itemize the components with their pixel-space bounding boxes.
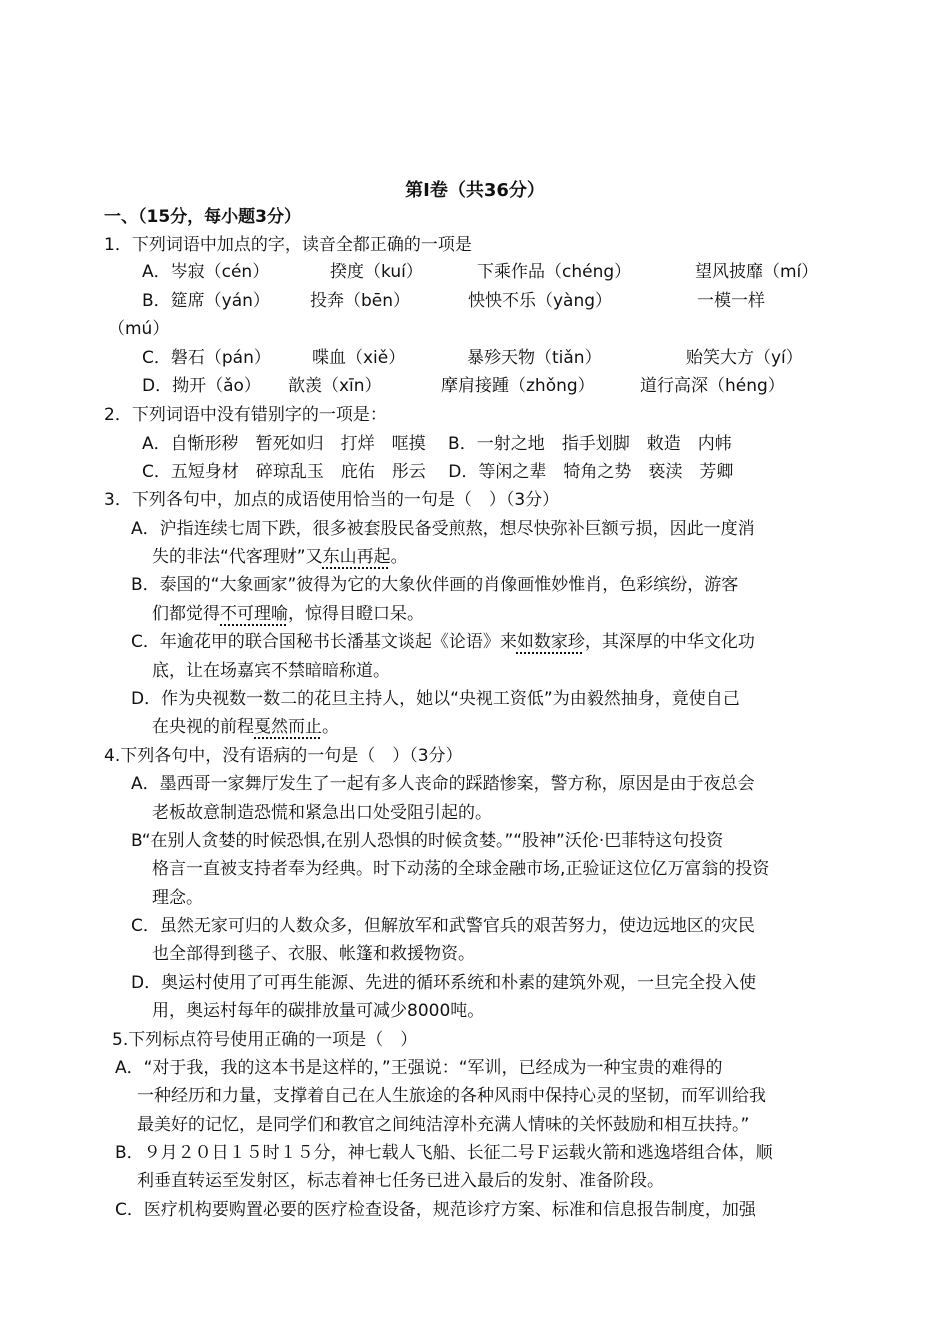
q4-option-d: D．奥运村使用了可再生能源、先进的循环系统和朴素的建筑外观，一旦完全投入使 xyxy=(131,973,757,993)
part-heading: 一、（15分，每小题3分） xyxy=(104,207,301,227)
q3-c-dotted-idiom: 如数家珍 xyxy=(516,632,585,652)
q2-options-row: C．五短身材 碎琼乱玉 庇佑 彤云 D．等闲之辈 犄角之势 亵渎 芳卿 xyxy=(142,462,734,482)
q5-option-a-cont: 一种经历和力量，支撑着自己在人生旅途的各种风雨中保持心灵的坚韧，而军训给我 xyxy=(137,1086,766,1106)
q3-a-text: 失的非法“代客理财”又 xyxy=(152,547,323,567)
q3-c-text: ，其深厚的中华文化功 xyxy=(584,632,755,652)
q1-c-item: 暴殄天物（tiǎn） xyxy=(467,348,602,368)
q1-d-item: 歆羡（xīn） xyxy=(288,376,382,396)
q3-d-text: 。 xyxy=(322,717,339,737)
q5-option-b: B．９月２０日１５时１５分，神七载人飞船、长征二号Ｆ运载火箭和逃逸塔组合体，顺 xyxy=(115,1143,773,1163)
q3-b-text: 们都觉得 xyxy=(152,604,220,624)
q1-b-item: B．筵席（yán） xyxy=(142,291,270,311)
q5-option-a-cont: 最美好的记忆，是同学们和教官之间纯洁淳朴充满人情味的关怀鼓励和相互扶持。” xyxy=(137,1115,750,1135)
q1-c-item: 贻笑大方（yí） xyxy=(686,348,803,368)
q1-stem: 1．下列词语中加点的字，读音全都正确的一项是 xyxy=(104,235,472,255)
q3-b-dotted-idiom: 不可理喻 xyxy=(220,604,288,624)
q3-d-dotted-idiom: 戛然而止 xyxy=(254,717,322,737)
q2-options-row: A．自惭形秽 暂死如归 打烊 哐摸 B．一射之地 指手划脚 敕造 内帏 xyxy=(142,434,732,454)
q4-stem: 4.下列各句中，没有语病的一句是（ ）（3分） xyxy=(104,746,463,766)
q1-b-wrap: （mú） xyxy=(108,319,170,339)
q3-option-c-cont: 底，让在场嘉宾不禁暗暗称道。 xyxy=(152,661,390,681)
q3-b-text: ，惊得目瞪口呆。 xyxy=(288,604,424,624)
q3-option-c xyxy=(131,630,755,654)
q5-option-b-cont: 利垂直转运至发射区，标志着神七任务已进入最后的发射、准备阶段。 xyxy=(137,1171,664,1191)
q5-option-c: C．医疗机构要购置必要的医疗检查设备，规范诊疗方案、标准和信息报告制度，加强 xyxy=(115,1200,756,1220)
q1-b-item: 一模一样 xyxy=(697,291,765,311)
q5-stem: 5.下列标点符号使用正确的一项是（ ） xyxy=(112,1030,418,1050)
q4-option-c: C．虽然无家可归的人数众多，但解放军和武警官兵的艰苦努力，使边远地区的灾民 xyxy=(131,916,755,936)
q3-option-b-cont xyxy=(152,602,424,626)
q1-c-item: C．磐石（pán） xyxy=(142,348,271,368)
q1-a-item: 揆度（kuí） xyxy=(330,262,423,282)
q4-option-b-cont: 理念。 xyxy=(152,888,203,908)
q3-option-a-cont xyxy=(152,545,408,569)
q3-option-a: A．沪指连续七周下跌，很多被套股民备受煎熬，想尽快弥补巨额亏损，因此一度消 xyxy=(131,519,755,539)
q1-a-item: 下乘作品（chéng） xyxy=(477,262,632,282)
q4-option-a: A．墨西哥一家舞厅发生了一起有多人丧命的踩踏惨案，警方称，原因是由于夜总会 xyxy=(131,774,755,794)
q4-option-b: B“在别人贪婪的时候恐惧,在别人恐惧的时候贪婪。”“股神”沃伦·巴菲特这句投资 xyxy=(131,831,724,851)
q1-a-item: 望风披靡（mí） xyxy=(695,262,819,282)
q3-c-text: C．年逾花甲的联合国秘书长潘基文谈起《论语》来 xyxy=(131,632,517,652)
q4-option-d-cont: 用，奥运村每年的碳排放量可减少8000吨。 xyxy=(152,1001,485,1021)
q3-option-d-cont xyxy=(152,715,339,739)
q1-a-item: A．岑寂（cén） xyxy=(142,262,270,282)
q3-option-d: D．作为央视数一数二的花旦主持人，她以“央视工资低”为由毅然抽身，竟使自己 xyxy=(131,689,740,709)
q4-option-a-cont: 老板故意制造恐慌和紧急出口处受阻引起的。 xyxy=(152,803,492,823)
q2-stem: 2．下列词语中没有错别字的一项是： xyxy=(104,405,387,425)
q3-stem: 3．下列各句中，加点的成语使用恰当的一句是（ ）（3分） xyxy=(104,490,560,510)
q3-a-text: 。 xyxy=(390,547,408,567)
q4-option-b-cont: 格言一直被支持者奉为经典。时下动荡的全球金融市场,正验证这位亿万富翁的投资 xyxy=(152,859,770,879)
q1-d-item: 道行高深（héng） xyxy=(640,376,785,396)
q1-b-item: 怏怏不乐（yàng） xyxy=(468,291,613,311)
q5-option-a: A．“对于我，我的这本书是这样的，”王强说：“军训，已经成为一种宝贵的难得的 xyxy=(115,1058,723,1078)
q1-d-item: D．拗开（ǎo） xyxy=(142,376,261,396)
q1-b-item: 投奔（bēn） xyxy=(310,291,411,311)
q3-d-text: 在央视的前程 xyxy=(152,717,254,737)
q3-option-b: B．泰国的“大象画家”彼得为它的大象伙伴画的肖像画惟妙惟肖，色彩缤纷，游客 xyxy=(131,575,739,595)
q4-option-c-cont: 也全部得到毯子、衣服、帐篷和救援物资。 xyxy=(152,944,475,964)
q1-c-item: 喋血（xiě） xyxy=(312,348,406,368)
section-title: 第Ⅰ卷（共36分） xyxy=(405,180,545,201)
q3-a-dotted-idiom: 东山再起 xyxy=(322,547,391,567)
q1-d-item: 摩肩接踵（zhǒng） xyxy=(441,376,595,396)
